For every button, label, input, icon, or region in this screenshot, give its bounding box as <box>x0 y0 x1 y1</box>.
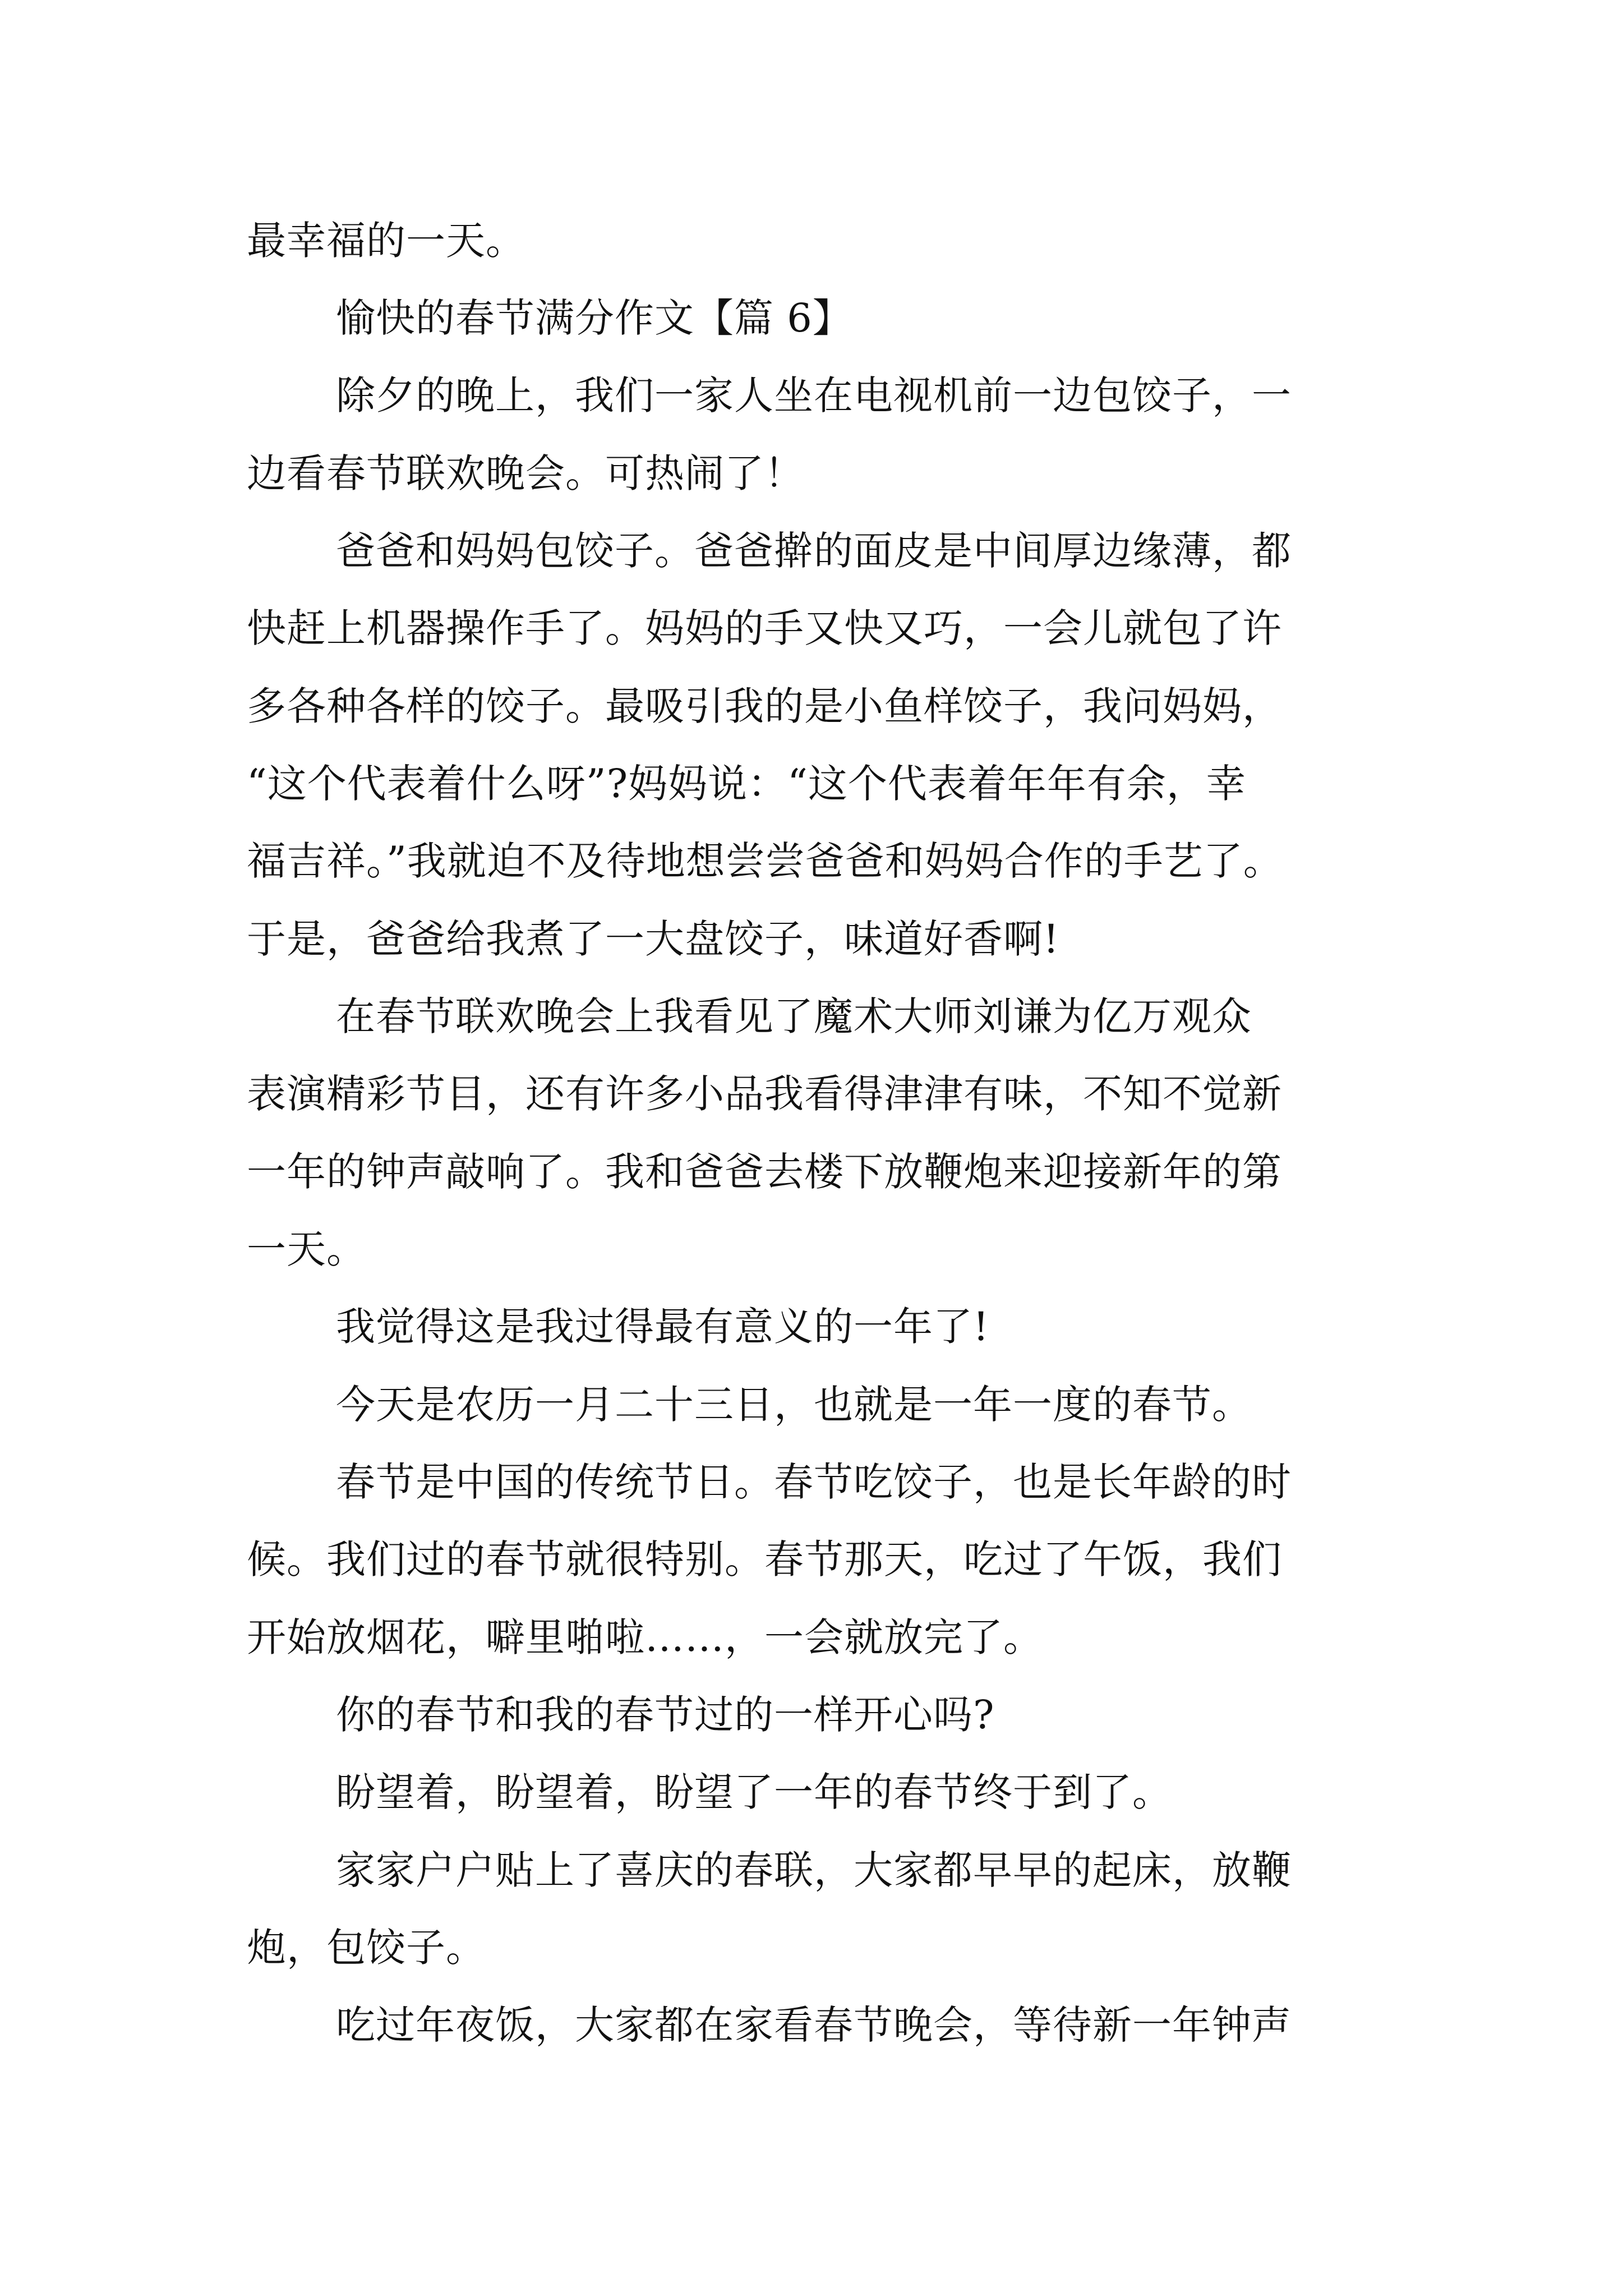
text-line: 开始放烟花，噼里啪啦……，一会就放完了。 <box>247 1614 1043 1660</box>
text-line: 盼望着，盼望着，盼望了一年的春节终于到了。 <box>336 1769 1172 1815</box>
text-line: 一天。 <box>247 1226 366 1272</box>
section-heading: 愉快的春节满分作文【篇 6】 <box>336 295 852 341</box>
text-line: 最幸福的一天。 <box>247 218 525 264</box>
text-line: 吃过年夜饭，大家都在家看春节晚会，等待新一年钟声 <box>336 2002 1292 2048</box>
text-line: 多各种各样的饺子。最吸引我的是小鱼样饺子，我问妈妈， <box>247 683 1282 729</box>
text-line: 候。我们过的春节就很特别。春节那天，吃过了午饭，我们 <box>247 1536 1282 1582</box>
text-line: 爸爸和妈妈包饺子。爸爸擀的面皮是中间厚边缘薄，都 <box>336 528 1292 574</box>
text-line: 春节是中国的传统节日。春节吃饺子，也是长年龄的时 <box>336 1459 1292 1505</box>
text-line: 快赶上机器操作手了。妈妈的手又快又巧，一会儿就包了许 <box>247 605 1282 651</box>
text-line: 表演精彩节目，还有许多小品我看得津津有味，不知不觉新 <box>247 1071 1282 1117</box>
text-line: 炮，包饺子。 <box>247 1925 486 1971</box>
text-line: 于是，爸爸给我煮了一大盘饺子，味道好香啊! <box>247 916 1060 962</box>
text-line: 在春节联欢晚会上我看见了魔术大师刘谦为亿万观众 <box>336 993 1252 1039</box>
text-line: 除夕的晚上，我们一家人坐在电视机前一边包饺子，一 <box>336 372 1292 418</box>
text-line: 今天是农历一月二十三日，也就是一年一度的春节。 <box>336 1382 1252 1428</box>
text-line: 边看春节联欢晚会。可热闹了！ <box>247 450 804 496</box>
text-line: 福吉祥。”我就迫不及待地想尝尝爸爸和妈妈合作的手艺了。 <box>247 838 1283 884</box>
text-line: 一年的钟声敲响了。我和爸爸去楼下放鞭炮来迎接新年的第 <box>247 1149 1282 1195</box>
text-line: “这个代表着什么呀”?妈妈说：“这个代表着年年有余，幸 <box>247 761 1246 807</box>
text-line: 你的春节和我的春节过的一样开心吗? <box>336 1692 995 1738</box>
text-line: 我觉得这是我过得最有意义的一年了! <box>336 1304 990 1350</box>
text-line: 家家户户贴上了喜庆的春联，大家都早早的起床，放鞭 <box>336 1847 1292 1893</box>
